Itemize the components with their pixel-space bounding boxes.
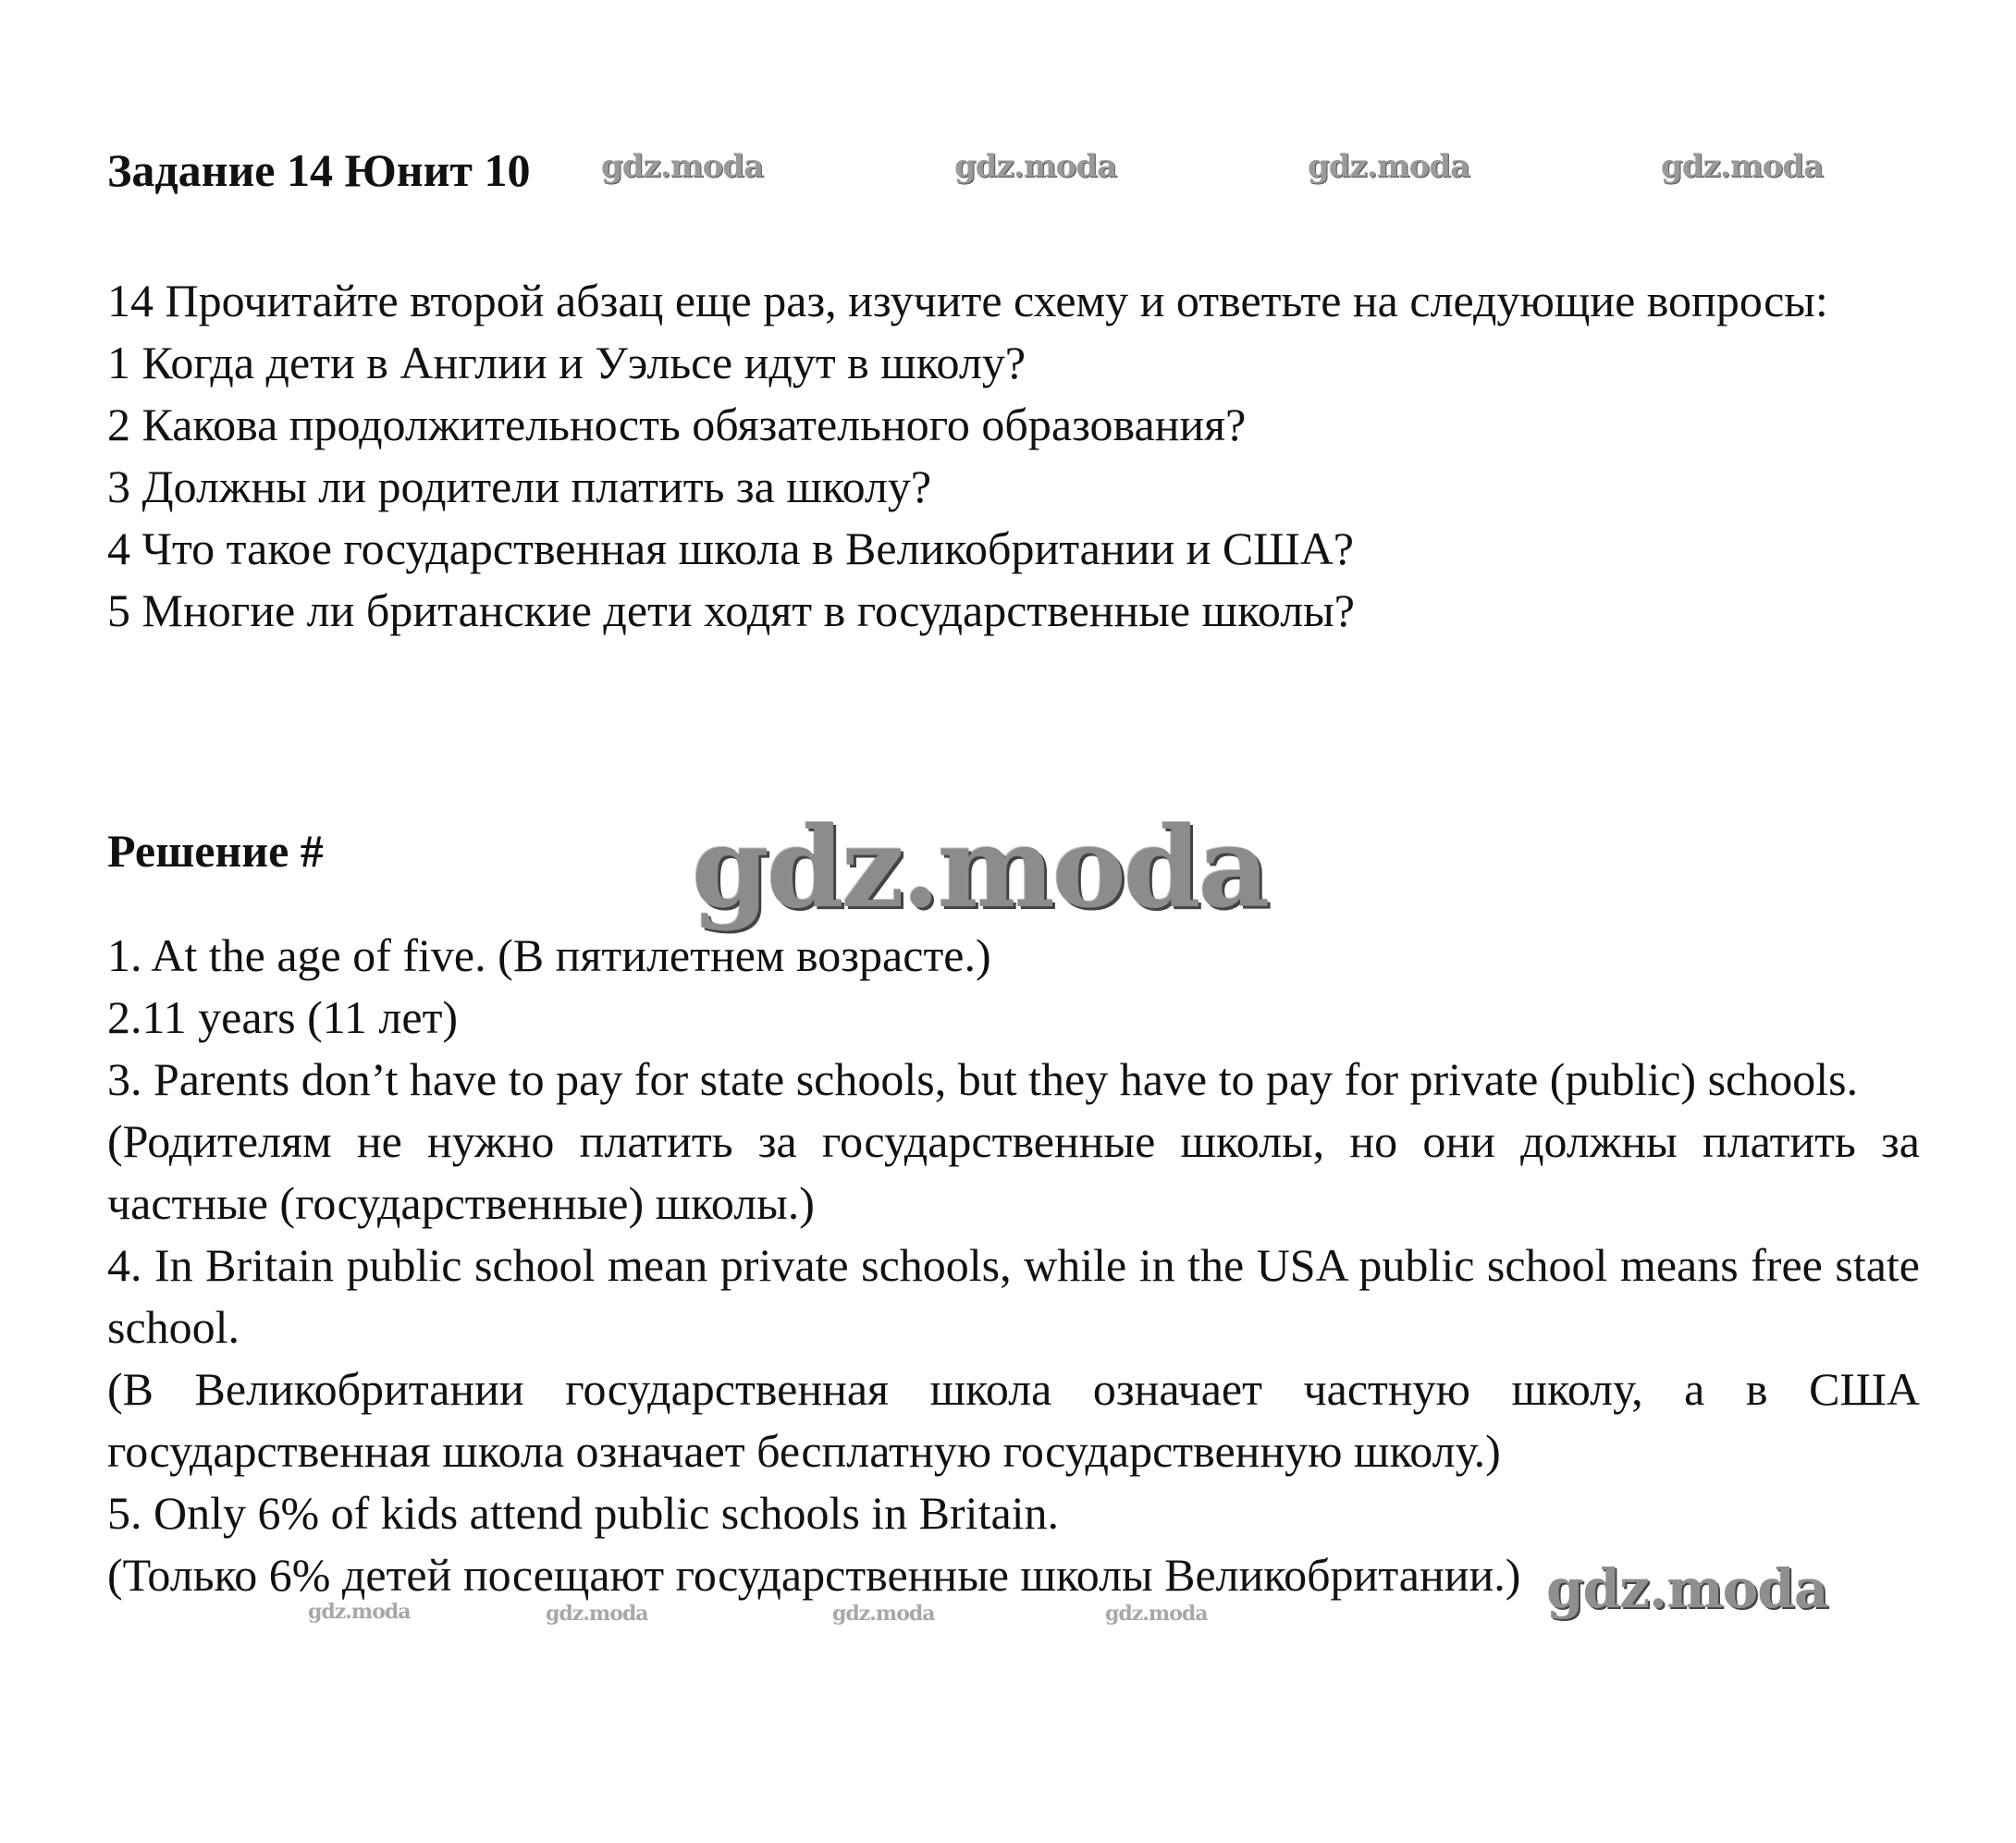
answer-item: 3. Parents don’t have to pay for state schools, but they have to pay for private (public) schools. [107,1053,1859,1105]
answer-item: 4. In Britain public school mean private schools, while in the USA public school means free state school. [107,1239,1920,1353]
watermark-top-2: gdz.moda [954,148,1117,185]
question-item: 4 Что такое государственная школа в Великобритании и США? [107,522,1354,574]
answer-item: 1. At the age of five. (В пятилетнем возрасте.) [107,929,991,981]
watermark-center-large: gdz.moda [692,803,1268,933]
answer-item: 5. Only 6% of kids attend public schools in Britain. [107,1487,1060,1539]
watermark-bottom-2: gdz.moda [546,1602,648,1626]
watermark-top-1: gdz.moda [601,148,764,185]
question-item: 3 Должны ли родители платить за школу? [107,461,932,512]
question-item: 2 Какова продолжительность обязательного образования? [107,399,1247,450]
task-title: Задание 14 Юнит 10 [107,144,531,196]
instruction-text: 14 Прочитайте второй абзац еще раз, изучите схему и ответьте на следующие вопросы: [107,275,1828,326]
watermark-bottom-right: gdz.moda [1546,1557,1828,1620]
answer-translation: (Родителям не нужно платить за государственные школы, но они должны платить за частные (государственные) школы.) [107,1115,1920,1229]
watermark-bottom-4: gdz.moda [1105,1602,1208,1626]
watermark-bottom-3: gdz.moda [832,1602,935,1626]
question-block [107,270,1920,642]
answer-item: 2.11 years (11 лет) [107,991,459,1043]
question-item: 1 Когда дети в Англии и Уэльсе идут в школу? [107,337,1026,388]
solution-title: Решение # [107,825,324,877]
watermark-top-4: gdz.moda [1661,148,1824,185]
watermark-bottom-1: gdz.moda [308,1600,411,1624]
answer-translation: (Только 6% детей посещают государственные школы Великобритании.) [107,1549,1521,1601]
answers-block [107,925,1920,1606]
answer-translation: (В Великобритании государственная школа означает частную школу, а в США государственная школа означает бесплатную государственную школу.) [107,1363,1920,1477]
question-item: 5 Многие ли британские дети ходят в государственные школы? [107,584,1355,636]
watermark-top-3: gdz.moda [1308,148,1470,185]
